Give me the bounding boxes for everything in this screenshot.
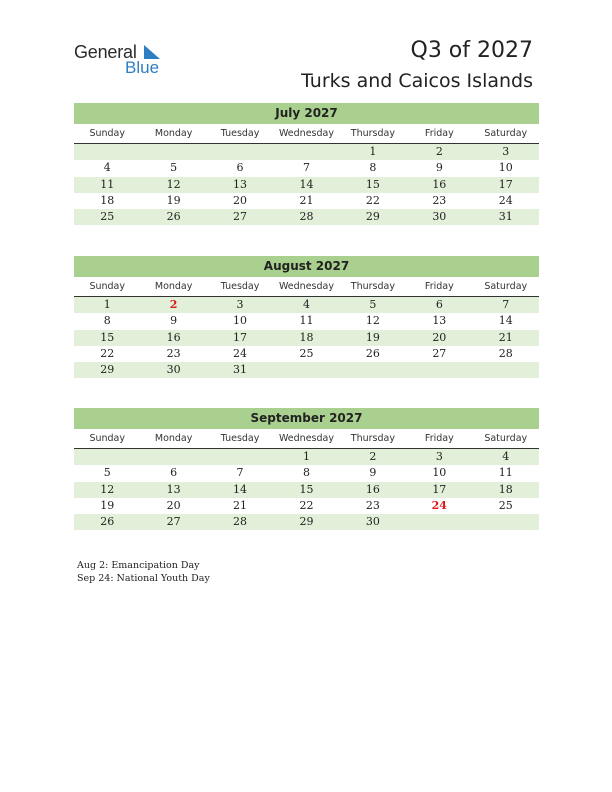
weekday-label: Wednesday — [278, 433, 334, 444]
day-cell: 16 — [166, 330, 181, 344]
day-cell: 3 — [236, 298, 244, 311]
month-header: August 2027 — [74, 256, 539, 277]
day-cell: 1 — [369, 145, 377, 158]
day-cell: 21 — [498, 330, 513, 344]
day-cell: 31 — [233, 363, 248, 377]
week-row — [74, 514, 539, 530]
page-subtitle: Turks and Caicos Islands — [301, 70, 533, 92]
month-header: July 2027 — [74, 103, 539, 124]
day-cell: 23 — [432, 193, 447, 207]
day-cell: 20 — [166, 498, 181, 512]
day-cell: 28 — [233, 515, 248, 529]
day-cell: 7 — [502, 298, 510, 311]
day-cell: 17 — [498, 177, 513, 191]
day-cell: 18 — [299, 330, 314, 344]
day-cell: 11 — [299, 314, 314, 328]
logo — [74, 42, 174, 78]
day-cell: 29 — [299, 515, 314, 529]
week-row — [74, 449, 539, 465]
day-cell: 10 — [432, 466, 447, 480]
day-cell — [74, 144, 140, 160]
holiday-note: Sep 24: National Youth Day — [77, 573, 210, 584]
day-cell: 18 — [100, 193, 115, 207]
day-cell: 15 — [365, 177, 380, 191]
weekday-label: Thursday — [350, 281, 395, 292]
day-cell: 6 — [236, 161, 244, 175]
day-cell: 6 — [435, 298, 443, 311]
day-cell — [273, 362, 339, 378]
day-cell: 8 — [302, 466, 310, 480]
day-cell — [207, 144, 273, 160]
weekday-label: Thursday — [350, 128, 395, 139]
weekday-label: Friday — [424, 128, 454, 139]
day-cell: 16 — [365, 482, 380, 496]
day-cell: 30 — [432, 210, 447, 224]
day-cell: 2 — [369, 450, 377, 463]
day-cell: 14 — [498, 314, 513, 328]
day-cell: 5 — [369, 298, 377, 311]
day-cell: 2 — [435, 145, 443, 158]
month-header: September 2027 — [74, 408, 539, 429]
day-cell: 27 — [166, 515, 181, 529]
day-cell: 26 — [365, 346, 380, 360]
day-cell: 30 — [166, 363, 181, 377]
day-cell: 4 — [103, 161, 111, 175]
day-cell: 25 — [498, 498, 513, 512]
day-cell: 13 — [233, 177, 248, 191]
day-cell: 15 — [100, 330, 115, 344]
weekday-label: Friday — [424, 281, 454, 292]
day-cell: 21 — [299, 193, 314, 207]
day-cell: 10 — [498, 161, 513, 175]
day-cell: 11 — [498, 466, 513, 480]
month-september — [74, 408, 539, 530]
day-cell: 19 — [166, 193, 181, 207]
day-cell: 1 — [302, 450, 310, 463]
day-cell: 26 — [166, 210, 181, 224]
weekday-label: Sunday — [89, 128, 125, 139]
day-cell: 8 — [369, 161, 377, 175]
day-cell: 20 — [432, 330, 447, 344]
day-cell: 8 — [103, 314, 111, 328]
month-august — [74, 256, 539, 378]
day-cell — [273, 144, 339, 160]
day-cell: 5 — [170, 161, 178, 175]
weekday-label: Tuesday — [220, 128, 260, 139]
holiday-day-cell: 2 — [169, 298, 178, 311]
day-cell: 22 — [365, 193, 380, 207]
day-cell: 9 — [435, 161, 443, 175]
day-cell: 7 — [236, 466, 244, 480]
weekday-label: Tuesday — [220, 281, 260, 292]
weekday-label: Saturday — [484, 128, 528, 139]
day-cell: 7 — [302, 161, 310, 175]
day-cell: 3 — [502, 145, 510, 158]
day-cell: 5 — [103, 466, 111, 480]
week-row — [74, 330, 539, 346]
day-cell: 4 — [502, 450, 510, 463]
week-row — [74, 160, 539, 176]
day-cell — [140, 449, 206, 465]
day-cell: 14 — [233, 482, 248, 496]
day-cell: 25 — [100, 210, 115, 224]
weekday-label: Wednesday — [278, 128, 334, 139]
weekday-label: Sunday — [89, 433, 125, 444]
day-cell: 25 — [299, 346, 314, 360]
day-cell: 27 — [233, 210, 248, 224]
day-cell: 19 — [100, 498, 115, 512]
week-row — [74, 177, 539, 193]
day-cell: 31 — [498, 210, 513, 224]
day-cell: 9 — [170, 314, 178, 328]
day-cell: 13 — [166, 482, 181, 496]
weekday-header-row — [74, 432, 539, 449]
day-cell: 27 — [432, 346, 447, 360]
day-cell — [406, 362, 472, 378]
weekday-header-row — [74, 280, 539, 297]
day-cell — [207, 449, 273, 465]
day-cell: 17 — [233, 330, 248, 344]
day-cell: 16 — [432, 177, 447, 191]
day-cell — [473, 514, 539, 530]
weekday-label: Wednesday — [278, 281, 334, 292]
day-cell — [340, 362, 406, 378]
weekday-label: Thursday — [350, 433, 395, 444]
day-cell — [140, 144, 206, 160]
weekday-label: Friday — [424, 433, 454, 444]
day-cell: 19 — [365, 330, 380, 344]
holiday-notes — [77, 559, 210, 585]
day-cell: 22 — [100, 346, 115, 360]
day-cell: 21 — [233, 498, 248, 512]
week-row — [74, 144, 539, 160]
weekday-label: Sunday — [89, 281, 125, 292]
day-cell: 15 — [299, 482, 314, 496]
weekday-header-row — [74, 127, 539, 144]
day-cell: 28 — [299, 210, 314, 224]
weekday-label: Saturday — [484, 433, 528, 444]
day-cell: 4 — [302, 298, 310, 311]
day-cell: 26 — [100, 515, 115, 529]
day-cell: 6 — [170, 466, 178, 480]
day-cell: 17 — [432, 482, 447, 496]
day-cell: 28 — [498, 346, 513, 360]
month-july — [74, 103, 539, 225]
day-cell: 12 — [100, 482, 115, 496]
day-cell: 11 — [100, 177, 115, 191]
week-row — [74, 346, 539, 362]
day-cell: 3 — [435, 450, 443, 463]
weekday-label: Monday — [154, 128, 193, 139]
day-cell: 29 — [100, 363, 115, 377]
logo-blue-text: Blue — [125, 58, 160, 77]
day-cell: 9 — [369, 466, 377, 480]
holiday-note: Aug 2: Emancipation Day — [77, 560, 200, 571]
day-cell: 1 — [103, 298, 111, 311]
logo-general-text: General — [74, 42, 137, 62]
week-row — [74, 193, 539, 209]
page-title: Q3 of 2027 — [410, 38, 533, 63]
day-cell: 29 — [365, 210, 380, 224]
day-cell — [74, 449, 140, 465]
day-cell: 12 — [166, 177, 181, 191]
day-cell — [406, 514, 472, 530]
weekday-label: Saturday — [484, 281, 528, 292]
week-row — [74, 498, 539, 514]
day-cell: 24 — [498, 193, 513, 207]
week-row — [74, 362, 539, 378]
week-row — [74, 297, 539, 313]
weekday-label: Monday — [154, 281, 193, 292]
week-row — [74, 482, 539, 498]
week-row — [74, 209, 539, 225]
day-cell: 13 — [432, 314, 447, 328]
day-cell: 23 — [166, 346, 181, 360]
day-cell — [473, 362, 539, 378]
day-cell: 12 — [365, 314, 380, 328]
weekday-label: Monday — [154, 433, 193, 444]
day-cell: 24 — [233, 346, 248, 360]
week-row — [74, 313, 539, 329]
day-cell: 22 — [299, 498, 314, 512]
week-row — [74, 465, 539, 481]
holiday-day-cell: 24 — [431, 498, 447, 512]
day-cell: 30 — [365, 515, 380, 529]
day-cell: 20 — [233, 193, 248, 207]
day-cell: 10 — [233, 314, 248, 328]
day-cell: 14 — [299, 177, 314, 191]
day-cell: 18 — [498, 482, 513, 496]
weekday-label: Tuesday — [220, 433, 260, 444]
day-cell: 23 — [365, 498, 380, 512]
